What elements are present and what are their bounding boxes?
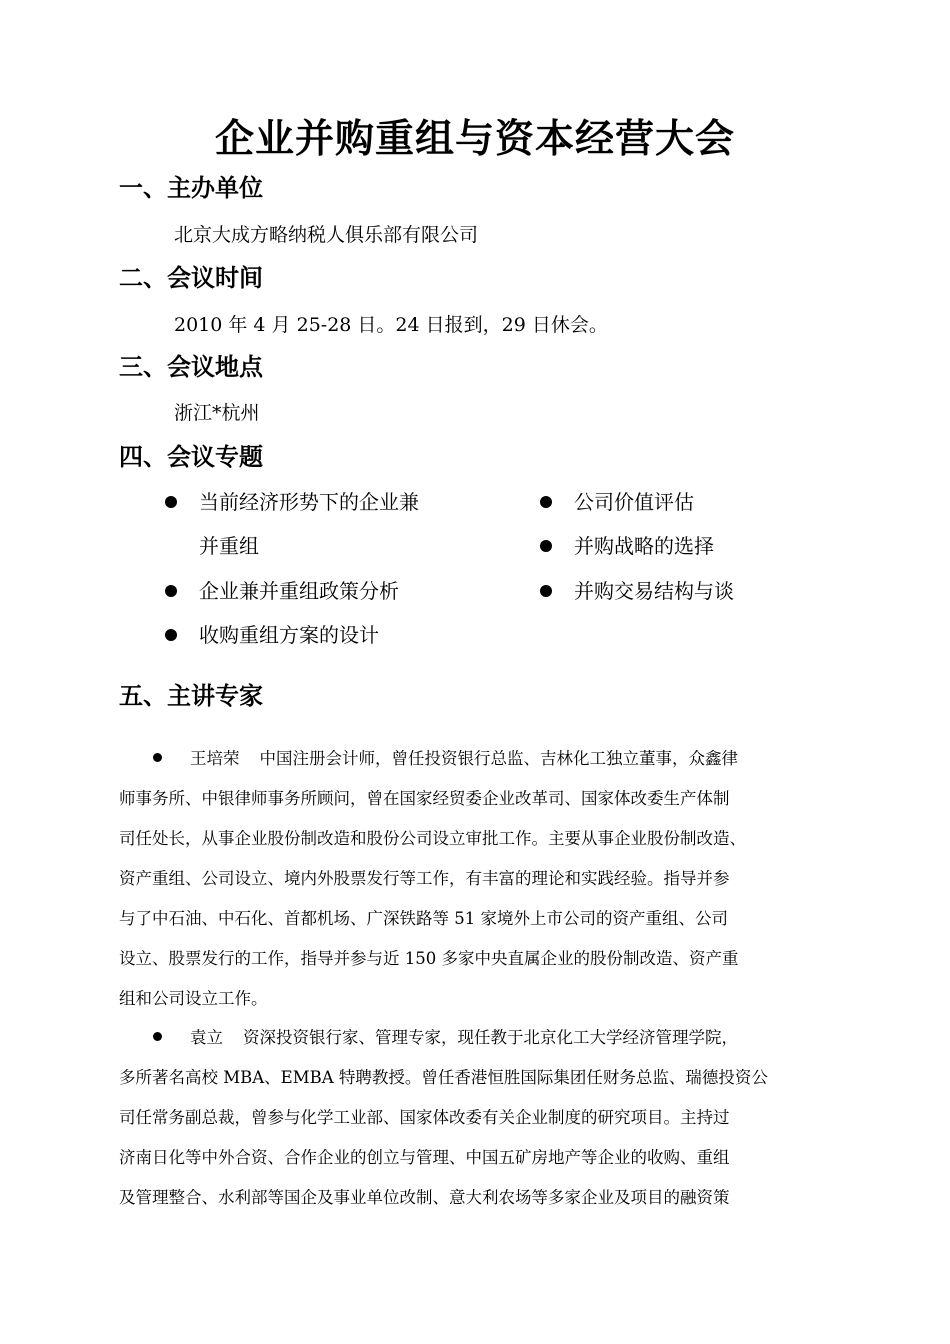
bullet-icon xyxy=(165,629,177,641)
bullet-icon xyxy=(540,585,552,597)
expert-name: 王培荣 xyxy=(190,749,240,768)
expert-bio-line: 组和公司设立工作。 xyxy=(119,989,268,1008)
expert-bio-line: 司任常务副总裁，曾参与化学工业部、国家体改委有关企业制度的研究项目。主持过 xyxy=(119,1108,730,1127)
expert-bio-line: 资产重组、公司设立、境内外股票发行等工作，有丰富的理论和实践经验。指导并参 xyxy=(119,869,730,888)
location-text: 浙江*杭州 xyxy=(174,402,260,424)
expert-bio-line: 中国注册会计师，曾任投资银行总监、吉林化工独立董事，众鑫律 xyxy=(259,749,738,768)
expert-bio-line: 与了中石油、中石化、首都机场、广深铁路等 51 家境外上市公司的资产重组、公司 xyxy=(119,909,728,928)
bullet-icon xyxy=(540,496,552,508)
document-title: 企业并购重组与资本经营大会 xyxy=(214,117,735,162)
expert-bio-line: 师事务所、中银律师事务所顾问，曾在国家经贸委企业改革司、国家体改委生产体制 xyxy=(119,789,730,808)
section-heading-topics: 四、会议专题 xyxy=(119,443,263,471)
expert-bio-line: 多所著名高校 MBA、EMBA 特聘教授。曾任香港恒胜国际集团任财务总监、瑞德投资公 xyxy=(119,1068,768,1087)
bullet-icon xyxy=(153,753,162,762)
section-heading-organizer: 一、主办单位 xyxy=(119,174,263,202)
time-text: 2010 年 4 月 25-28 日。24 日报到，29 日休会。 xyxy=(174,314,608,336)
organizer-text: 北京大成方略纳税人俱乐部有限公司 xyxy=(174,224,479,246)
expert-bio-line: 济南日化等中外合资、合作企业的创立与管理、中国五矿房地产等企业的收购、重组 xyxy=(119,1148,730,1167)
expert-bio-line: 司任处长，从事企业股份制改造和股份公司设立审批工作。主要从事企业股份制改造、 xyxy=(119,829,746,848)
bullet-icon xyxy=(540,540,552,552)
bullet-icon xyxy=(165,585,177,597)
expert-entry xyxy=(119,1018,841,1218)
expert-entry xyxy=(119,739,841,1019)
expert-bio-line: 及管理整合、水利部等国企及事业单位改制、意大利农场等多家企业及项目的融资策 xyxy=(119,1188,730,1207)
section-heading-experts: 五、主讲专家 xyxy=(119,682,263,710)
bullet-icon xyxy=(165,496,177,508)
bullet-icon xyxy=(153,1032,162,1041)
expert-bio-line: 资深投资银行家、管理专家，现任教于北京化工大学经济管理学院， xyxy=(243,1028,738,1047)
expert-name: 袁立 xyxy=(190,1028,223,1047)
section-heading-time: 二、会议时间 xyxy=(119,264,263,292)
expert-bio-line: 设立、股票发行的工作，指导并参与近 150 多家中央直属企业的股份制改造、资产重 xyxy=(119,949,739,968)
section-heading-location: 三、会议地点 xyxy=(119,353,263,381)
